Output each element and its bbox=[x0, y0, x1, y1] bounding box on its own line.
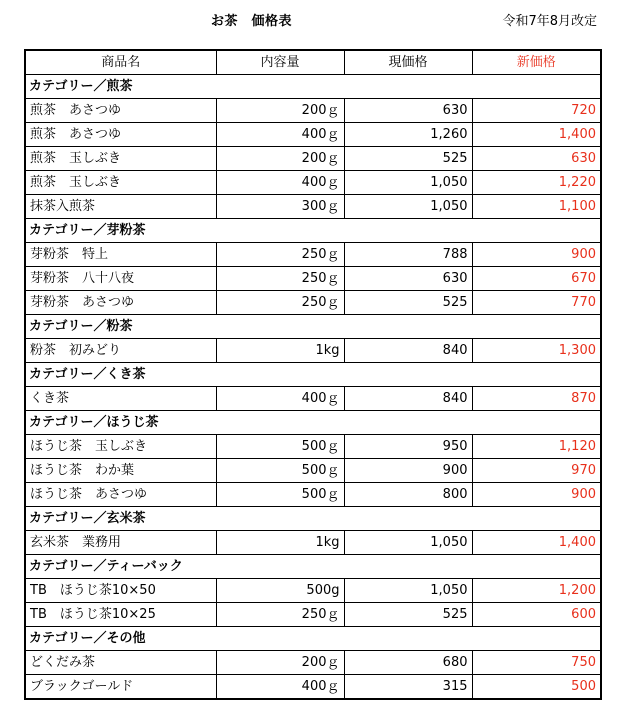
product-volume: 250ｇ bbox=[216, 267, 344, 291]
table-row bbox=[25, 531, 601, 555]
product-name: 芽粉茶 八十八夜 bbox=[25, 267, 216, 291]
current-price: 1,050 bbox=[344, 171, 472, 195]
current-price: 1,260 bbox=[344, 123, 472, 147]
table-row bbox=[25, 291, 601, 315]
new-price: 900 bbox=[472, 243, 601, 267]
page-title: お茶 価格表 bbox=[210, 14, 292, 29]
table-row bbox=[25, 603, 601, 627]
category-label: カテゴリー／ほうじ茶 bbox=[25, 411, 601, 435]
table-row bbox=[25, 267, 601, 291]
current-price: 788 bbox=[344, 243, 472, 267]
product-name: TB ほうじ茶10×50 bbox=[25, 579, 216, 603]
table-row bbox=[25, 243, 601, 267]
table-row bbox=[25, 339, 601, 363]
revision-date: 令和7年8月改定 bbox=[502, 14, 597, 29]
current-price: 840 bbox=[344, 339, 472, 363]
new-price: 770 bbox=[472, 291, 601, 315]
category-row bbox=[25, 219, 601, 243]
column-header-volume: 内容量 bbox=[216, 50, 344, 75]
table-row bbox=[25, 171, 601, 195]
product-name: 煎茶 あさつゆ bbox=[25, 123, 216, 147]
new-price: 1,300 bbox=[472, 339, 601, 363]
new-price: 600 bbox=[472, 603, 601, 627]
category-label: カテゴリー／芽粉茶 bbox=[25, 219, 601, 243]
new-price: 970 bbox=[472, 459, 601, 483]
product-volume: 250ｇ bbox=[216, 291, 344, 315]
product-volume: 200ｇ bbox=[216, 651, 344, 675]
new-price: 630 bbox=[472, 147, 601, 171]
table-row bbox=[25, 579, 601, 603]
product-name: 煎茶 玉しぶき bbox=[25, 171, 216, 195]
table-row bbox=[25, 123, 601, 147]
current-price: 525 bbox=[344, 603, 472, 627]
category-row bbox=[25, 75, 601, 99]
category-row bbox=[25, 555, 601, 579]
product-name: ほうじ茶 わか葉 bbox=[25, 459, 216, 483]
category-row bbox=[25, 363, 601, 387]
category-row bbox=[25, 627, 601, 651]
table-body bbox=[25, 75, 601, 700]
new-price: 720 bbox=[472, 99, 601, 123]
category-row bbox=[25, 315, 601, 339]
price-table bbox=[24, 49, 602, 700]
product-name: ブラックゴールド bbox=[25, 675, 216, 700]
current-price: 630 bbox=[344, 267, 472, 291]
product-name: どくだみ茶 bbox=[25, 651, 216, 675]
category-label: カテゴリー／玄米茶 bbox=[25, 507, 601, 531]
table-row bbox=[25, 387, 601, 411]
product-volume: 400ｇ bbox=[216, 123, 344, 147]
current-price: 630 bbox=[344, 99, 472, 123]
current-price: 1,050 bbox=[344, 195, 472, 219]
product-volume: 250ｇ bbox=[216, 243, 344, 267]
product-name: 芽粉茶 特上 bbox=[25, 243, 216, 267]
current-price: 1,050 bbox=[344, 579, 472, 603]
product-name: 抹茶入煎茶 bbox=[25, 195, 216, 219]
table-row bbox=[25, 459, 601, 483]
new-price: 900 bbox=[472, 483, 601, 507]
new-price: 670 bbox=[472, 267, 601, 291]
current-price: 680 bbox=[344, 651, 472, 675]
product-name: ほうじ茶 玉しぶき bbox=[25, 435, 216, 459]
product-name: くき茶 bbox=[25, 387, 216, 411]
new-price: 870 bbox=[472, 387, 601, 411]
current-price: 315 bbox=[344, 675, 472, 700]
product-volume: 400ｇ bbox=[216, 171, 344, 195]
category-label: カテゴリー／ティーバック bbox=[25, 555, 601, 579]
current-price: 900 bbox=[344, 459, 472, 483]
table-header-row bbox=[25, 50, 601, 75]
column-header-name: 商品名 bbox=[25, 50, 216, 75]
product-volume: 500ｇ bbox=[216, 459, 344, 483]
new-price: 1,120 bbox=[472, 435, 601, 459]
table-row bbox=[25, 195, 601, 219]
product-volume: 200ｇ bbox=[216, 99, 344, 123]
category-row bbox=[25, 507, 601, 531]
new-price: 1,200 bbox=[472, 579, 601, 603]
category-label: カテゴリー／くき茶 bbox=[25, 363, 601, 387]
column-header-new-price: 新価格 bbox=[472, 50, 601, 75]
product-volume: 200ｇ bbox=[216, 147, 344, 171]
new-price: 500 bbox=[472, 675, 601, 700]
product-volume: 400ｇ bbox=[216, 387, 344, 411]
product-name: 粉茶 初みどり bbox=[25, 339, 216, 363]
product-volume: 1kg bbox=[216, 531, 344, 555]
category-label: カテゴリー／その他 bbox=[25, 627, 601, 651]
product-volume: 500g bbox=[216, 579, 344, 603]
new-price: 1,400 bbox=[472, 531, 601, 555]
product-volume: 500ｇ bbox=[216, 435, 344, 459]
product-name: TB ほうじ茶10×25 bbox=[25, 603, 216, 627]
current-price: 840 bbox=[344, 387, 472, 411]
new-price: 750 bbox=[472, 651, 601, 675]
current-price: 525 bbox=[344, 147, 472, 171]
product-volume: 250ｇ bbox=[216, 603, 344, 627]
product-volume: 500ｇ bbox=[216, 483, 344, 507]
product-name: ほうじ茶 あさつゆ bbox=[25, 483, 216, 507]
product-name: 煎茶 玉しぶき bbox=[25, 147, 216, 171]
column-header-current-price: 現価格 bbox=[344, 50, 472, 75]
table-row bbox=[25, 483, 601, 507]
current-price: 1,050 bbox=[344, 531, 472, 555]
product-volume: 300ｇ bbox=[216, 195, 344, 219]
product-name: 芽粉茶 あさつゆ bbox=[25, 291, 216, 315]
new-price: 1,220 bbox=[472, 171, 601, 195]
new-price: 1,400 bbox=[472, 123, 601, 147]
product-name: 玄米茶 業務用 bbox=[25, 531, 216, 555]
product-name: 煎茶 あさつゆ bbox=[25, 99, 216, 123]
current-price: 950 bbox=[344, 435, 472, 459]
table-row bbox=[25, 435, 601, 459]
table-row bbox=[25, 99, 601, 123]
current-price: 800 bbox=[344, 483, 472, 507]
category-label: カテゴリー／煎茶 bbox=[25, 75, 601, 99]
table-row bbox=[25, 675, 601, 700]
product-volume: 400ｇ bbox=[216, 675, 344, 700]
table-row bbox=[25, 651, 601, 675]
category-label: カテゴリー／粉茶 bbox=[25, 315, 601, 339]
category-row bbox=[25, 411, 601, 435]
table-row bbox=[25, 147, 601, 171]
current-price: 525 bbox=[344, 291, 472, 315]
product-volume: 1kg bbox=[216, 339, 344, 363]
new-price: 1,100 bbox=[472, 195, 601, 219]
